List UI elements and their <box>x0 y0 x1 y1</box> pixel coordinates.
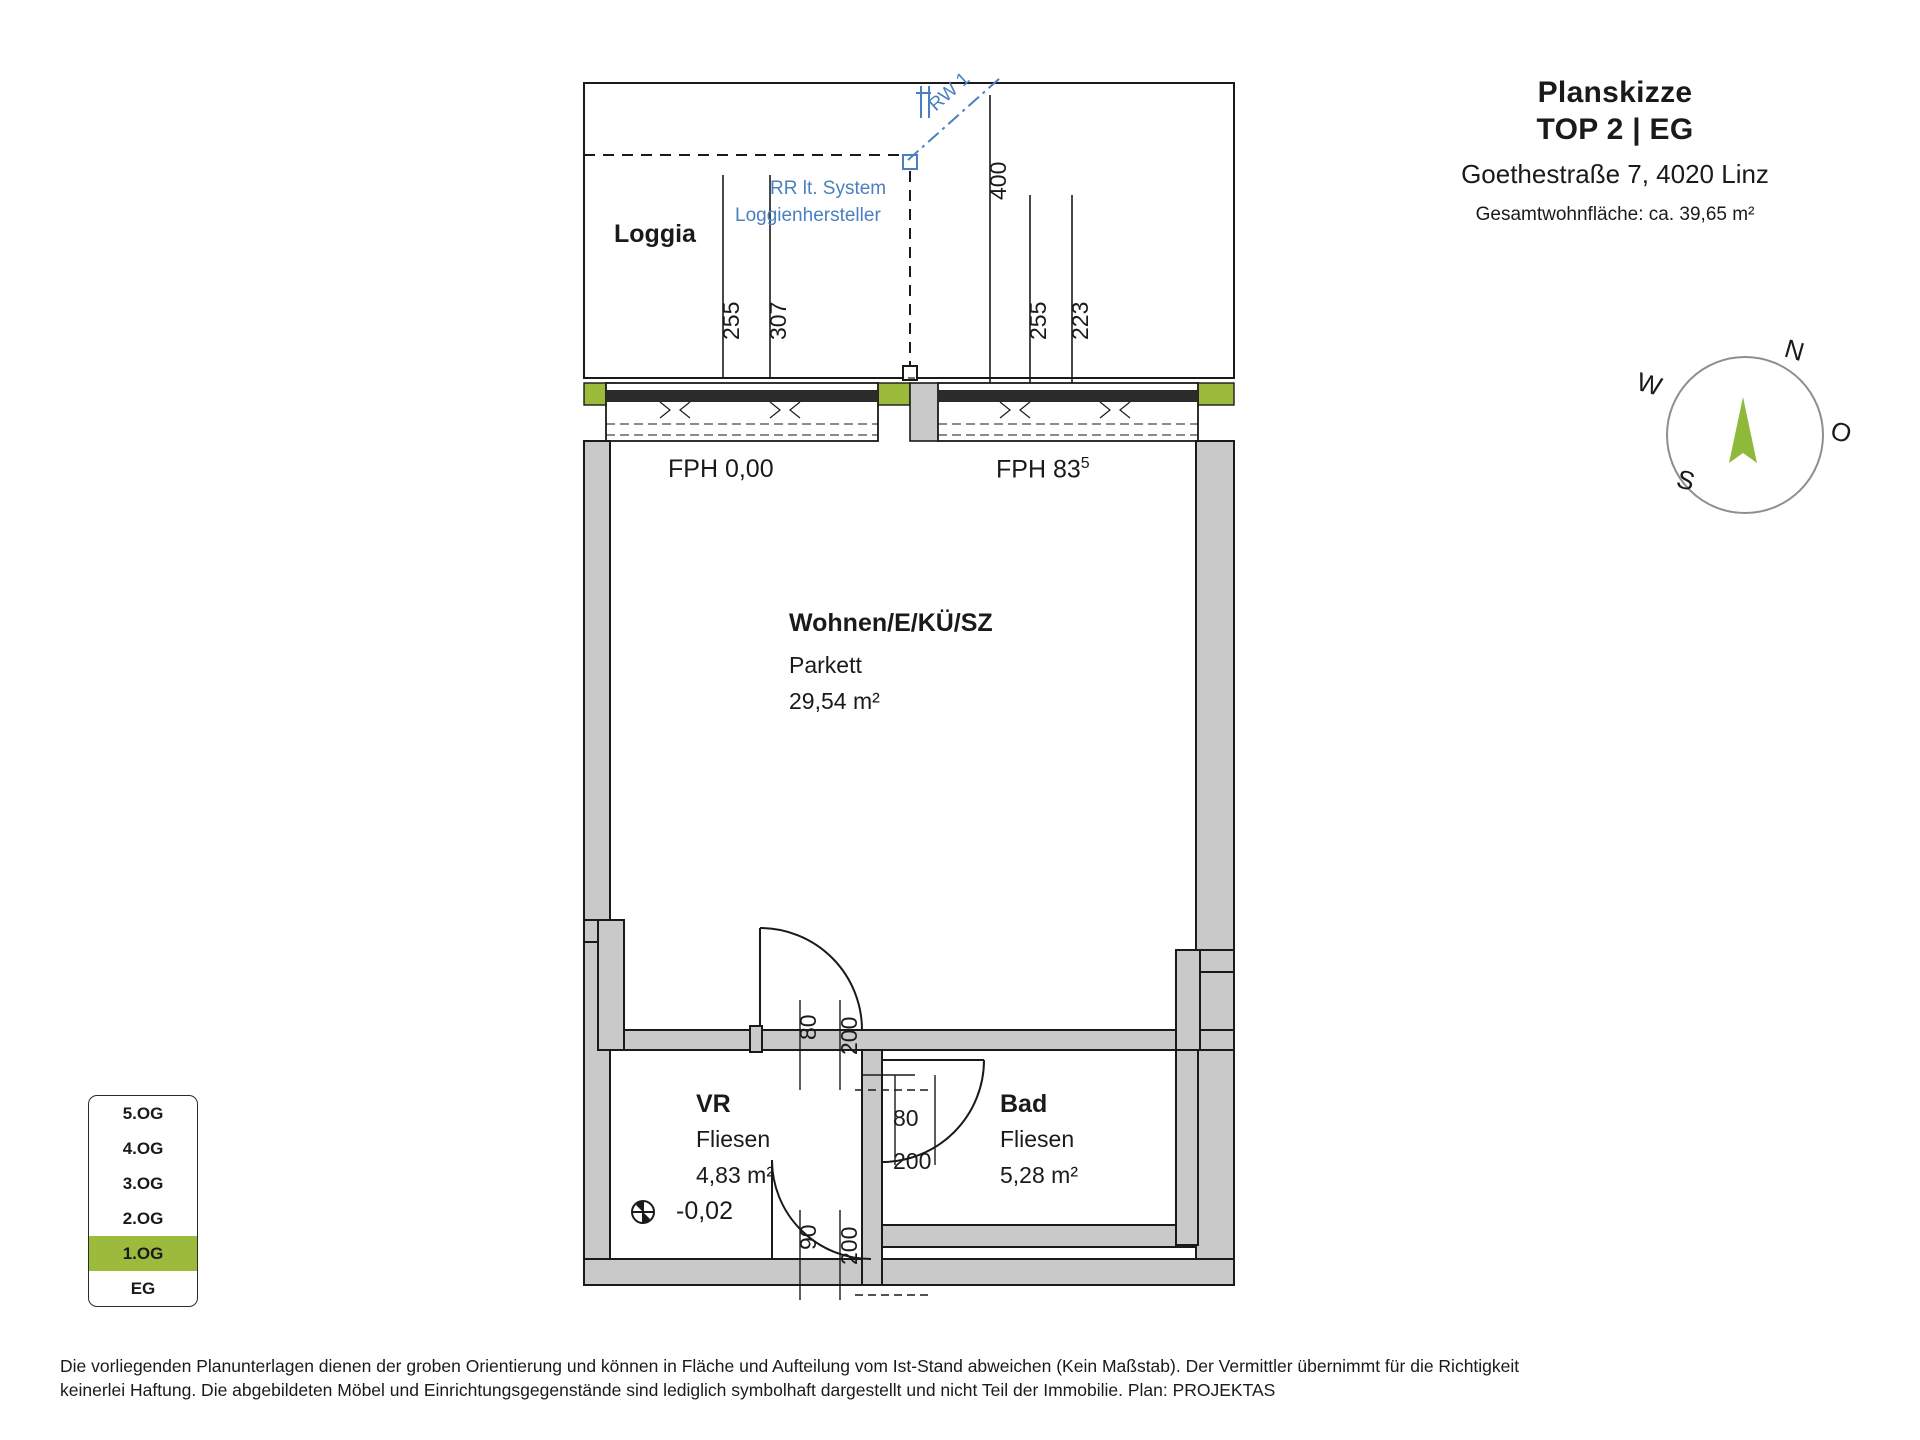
room-floor-bad: Fliesen <box>1000 1126 1075 1152</box>
room-area-vr: 4,83 m² <box>696 1162 774 1188</box>
room-area-bad: 5,28 m² <box>1000 1162 1078 1188</box>
floor-item-4og[interactable]: 4.OG <box>122 1139 164 1158</box>
floor-item-5og[interactable]: 5.OG <box>122 1104 164 1123</box>
plan-total-area: Gesamtwohnfläche: ca. 39,65 m² <box>1475 203 1755 225</box>
dim-right-223: 223 <box>1067 301 1093 340</box>
room-label-bad: Bad <box>1000 1090 1048 1118</box>
dim-door-vr-width: 80 <box>795 1014 821 1040</box>
room-area-wohnen: 29,54 m² <box>789 688 880 714</box>
level-marker-symbol <box>632 1201 654 1223</box>
disclaimer-line-1: Die vorliegenden Planunterlagen dienen der groben Orientierung und können in Fläche und Aufteilung vom Ist-Stand abweichen (Kein Maßstab). Der Vermittler übernimmt für die Richtigkeit <box>60 1356 1520 1376</box>
compass-rose <box>1633 333 1856 525</box>
dim-door-bad-width: 80 <box>893 1105 919 1131</box>
room-label-loggia: Loggia <box>614 220 696 248</box>
compass-south-label: S <box>1673 463 1699 497</box>
room-floor-vr: Fliesen <box>696 1126 771 1152</box>
fph-left-label: FPH 0,00 <box>668 455 774 483</box>
floor-selector[interactable] <box>88 1095 198 1307</box>
rw-label: RW 1 <box>925 68 975 116</box>
rr-system-note-line2: Loggienhersteller <box>735 205 881 226</box>
dim-door-bad-height: 200 <box>893 1148 932 1174</box>
compass-west-label: W <box>1633 366 1666 402</box>
room-floor-wohnen: Parkett <box>789 652 862 678</box>
rr-system-note-line1: RR lt. System <box>770 178 887 199</box>
window-wall-band <box>584 378 1234 441</box>
plan-subtitle-top: TOP 2 | EG <box>1536 112 1694 146</box>
dim-entry-door-width: 90 <box>795 1224 821 1250</box>
disclaimer-line-2: keinerlei Haftung. Die abgebildeten Möbel und Einrichtungsgegenstände sind lediglich symbolhaft dargestellt und nicht Teil der Immobilie. Plan: PROJEKTAS <box>60 1379 1276 1400</box>
level-marker-value: -0,02 <box>676 1197 733 1225</box>
dim-loggia-255: 255 <box>718 301 744 340</box>
compass-east-label: O <box>1827 414 1856 450</box>
plan-title: Planskizze <box>1537 76 1693 109</box>
plan-address: Goethestraße 7, 4020 Linz <box>1461 159 1769 190</box>
fph-right-base: FPH 83 <box>996 455 1081 484</box>
room-label-vr: VR <box>696 1090 731 1118</box>
floor-item-2og[interactable]: 2.OG <box>122 1209 164 1228</box>
dim-window-400: 400 <box>985 161 1011 200</box>
disclaimer-text <box>60 1355 1870 1402</box>
title-block <box>1380 75 1850 226</box>
dim-right-255: 255 <box>1025 301 1051 340</box>
floor-item-3og[interactable]: 3.OG <box>122 1174 164 1193</box>
floor-item-1og[interactable]: 1.OG <box>89 1236 197 1271</box>
dim-entry-door-height: 200 <box>836 1226 862 1265</box>
dim-loggia-307: 307 <box>765 301 791 340</box>
fph-right-sup: 5 <box>1080 455 1090 472</box>
dim-door-vr-height: 200 <box>836 1016 862 1055</box>
floor-item-eg[interactable]: EG <box>130 1279 156 1298</box>
fph-right-label <box>996 455 1090 484</box>
compass-north-label: N <box>1781 333 1808 368</box>
room-label-wohnen: Wohnen/E/KÜ/SZ <box>789 609 993 637</box>
